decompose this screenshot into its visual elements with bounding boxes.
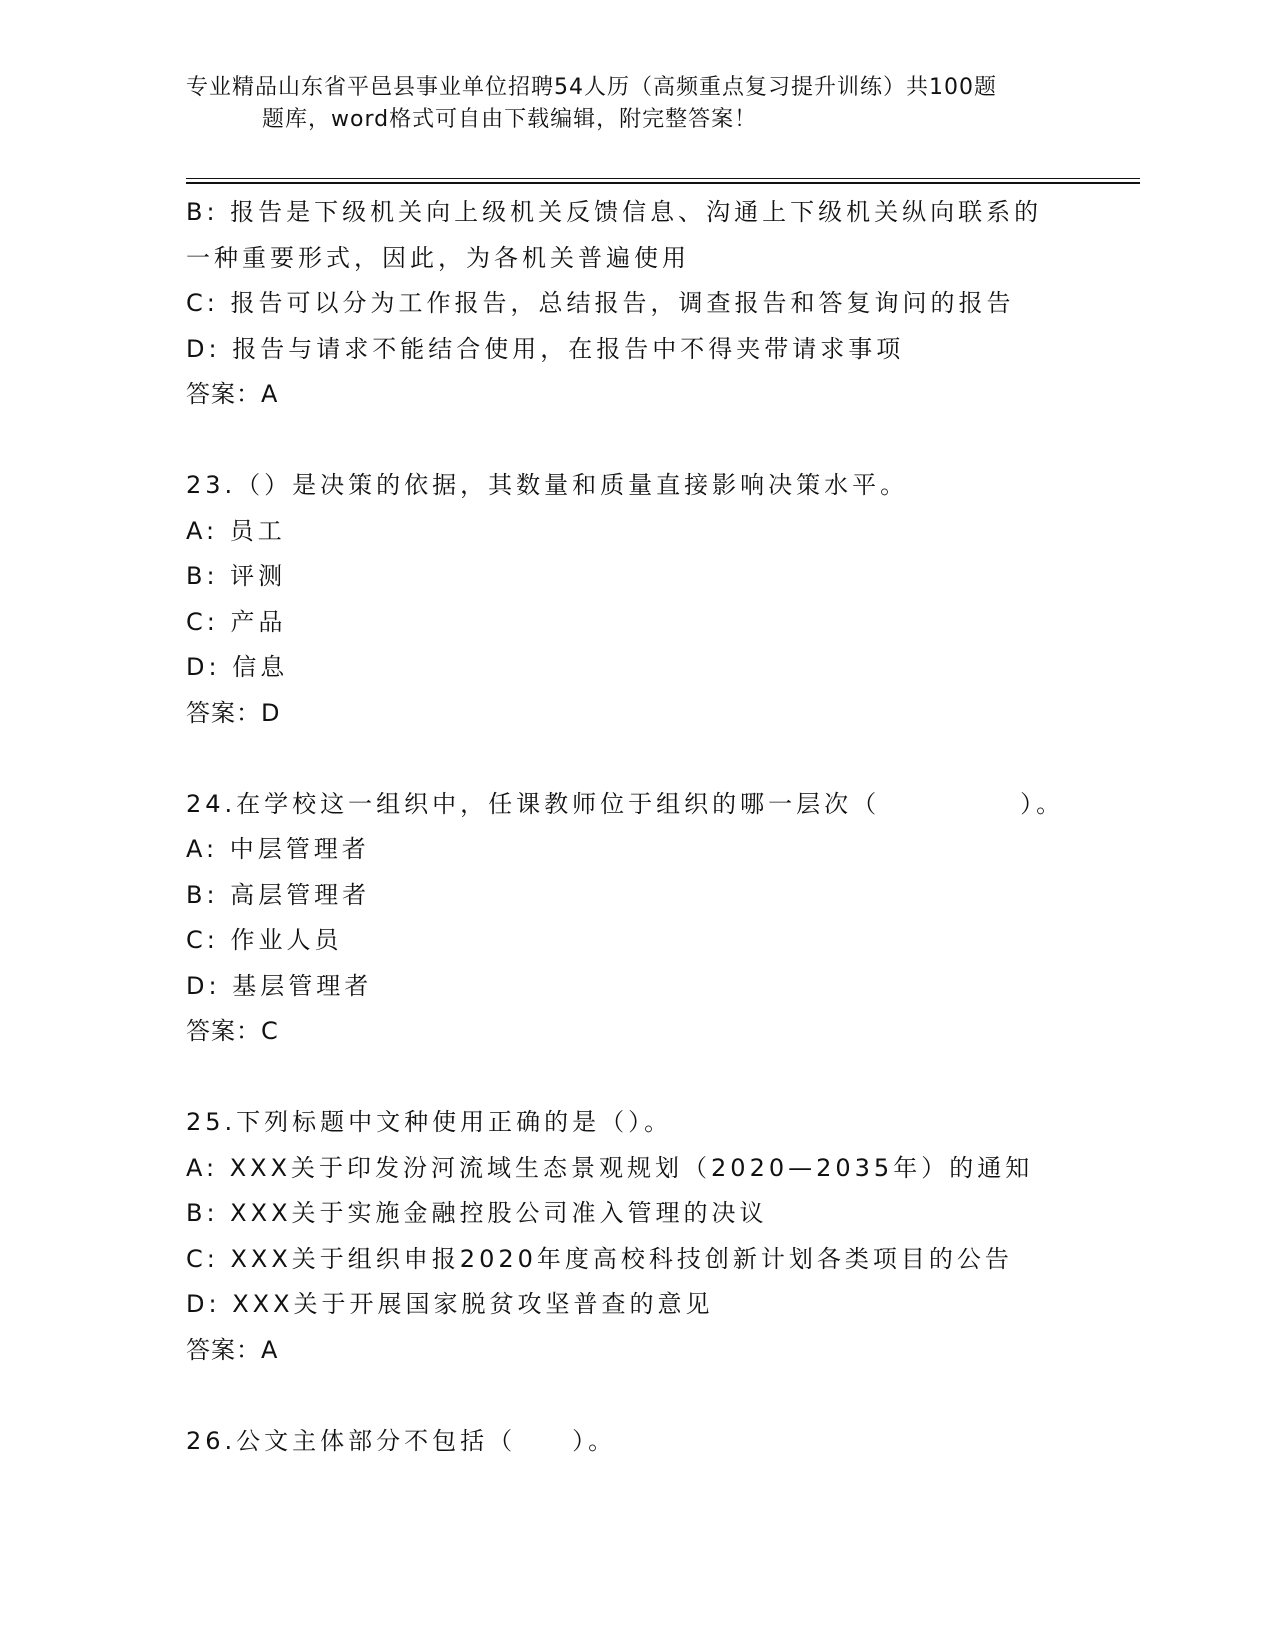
- spacer: [186, 1055, 1086, 1101]
- question-stem: 24.在学校这一组织中，任课教师位于组织的哪一层次（ ）。: [186, 789, 1065, 818]
- option-b: B: 评测: [186, 562, 287, 590]
- question-stem: 26.公文主体部分不包括（ ）。: [186, 1426, 617, 1455]
- option-c: C: XXX关于组织申报2020年度高校科技创新计划各类项目的公告: [186, 1244, 1013, 1273]
- option-d: D: 信息: [186, 653, 289, 681]
- document-header: [186, 72, 1086, 136]
- header-title-line-2: 题库，word格式可自由下载编辑，附完整答案！: [262, 107, 758, 132]
- option-d: D: 基层管理者: [186, 971, 373, 1000]
- option-b: B: 高层管理者: [186, 880, 371, 909]
- answer-label: 答案：A: [186, 380, 279, 408]
- spacer: [186, 1373, 1086, 1419]
- option-b: B: XXX关于实施金融控股公司准入管理的决议: [186, 1199, 768, 1227]
- header-divider-thick: [186, 182, 1140, 184]
- answer-label: 答案：C: [186, 1017, 279, 1045]
- question-block-22: [186, 190, 1086, 418]
- option-c: C: 作业人员: [186, 926, 343, 954]
- option-b: B: 报告是下级机关向上级机关反馈信息、沟通上下级机关纵向联系的: [186, 198, 1043, 226]
- header-divider-thin: [186, 178, 1140, 179]
- option-d: D: 报告与请求不能结合使用，在报告中不得夹带请求事项: [186, 334, 905, 363]
- question-block-24: [186, 782, 1086, 1055]
- option-c: C: 报告可以分为工作报告，总结报告，调查报告和答复询问的报告: [186, 289, 1015, 317]
- spacer: [186, 736, 1086, 782]
- option-b-continued: 一种重要形式，因此，为各机关普遍使用: [186, 243, 690, 272]
- question-block-26: [186, 1419, 1086, 1465]
- header-title-line-1: 专业精品山东省平邑县事业单位招聘54人历（高频重点复习提升训练）共100题: [186, 75, 997, 100]
- answer-label: 答案：A: [186, 1335, 279, 1364]
- question-block-23: [186, 463, 1086, 736]
- question-list: [186, 190, 1086, 1464]
- option-a: A: 中层管理者: [186, 835, 370, 863]
- spacer: [186, 418, 1086, 464]
- option-a: A: XXX关于印发汾河流域生态景观规划（2020—2035年）的通知: [186, 1153, 1034, 1182]
- question-stem: 23.（）是决策的依据，其数量和质量直接影响决策水平。: [186, 471, 909, 499]
- option-d: D: XXX关于开展国家脱贫攻坚普查的意见: [186, 1290, 714, 1318]
- question-block-25: [186, 1100, 1086, 1373]
- option-a: A: 员工: [186, 516, 286, 545]
- option-c: C: 产品: [186, 607, 287, 636]
- answer-label: 答案：D: [186, 698, 281, 727]
- question-stem: 25.下列标题中文种使用正确的是（）。: [186, 1108, 673, 1136]
